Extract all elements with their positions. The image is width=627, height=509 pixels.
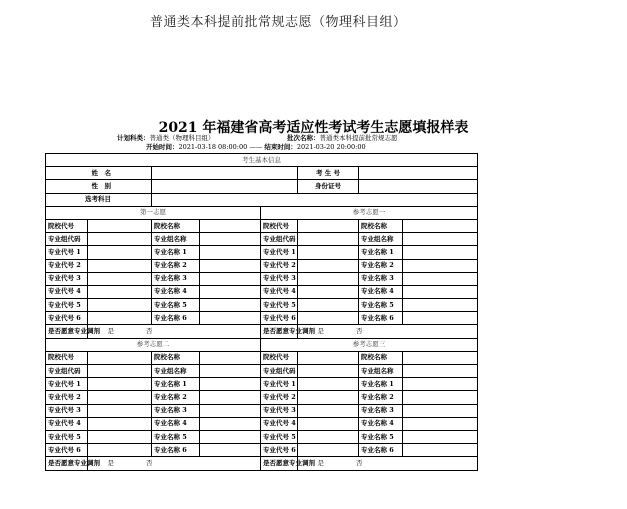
name-input-cell[interactable] [403,417,478,430]
name-label: 专业名称 3 [152,404,200,417]
adjust-no-option[interactable]: 否 [356,458,363,467]
meta-batch [287,133,398,142]
name-input-cell[interactable] [200,430,261,443]
adjust-options [300,458,380,469]
choice-row-major-2 [46,391,478,404]
name-label: 院校名称 [152,351,200,364]
code-label: 专业代号 2 [261,259,298,272]
choice-row-school-code [46,351,478,364]
code-input-cell[interactable] [88,299,152,312]
adjust-yes-option[interactable]: 是 [107,327,114,336]
code-input-cell[interactable] [88,285,152,298]
name-input-cell[interactable] [200,417,261,430]
code-label: 专业组代码 [46,233,88,246]
name-label: 专业组名称 [359,233,403,246]
gender-value-cell[interactable] [152,180,298,193]
name-input-cell[interactable] [403,285,478,298]
adjust-label: 是否愿意专业调剂 [261,325,298,338]
name-input-cell[interactable] [200,219,261,232]
name-input-cell[interactable] [403,299,478,312]
code-label: 专业代号 4 [261,285,298,298]
end-value: 2021-03-20 20:00:00 [296,143,366,151]
gender-row [46,180,478,193]
name-label: 专业名称 4 [152,285,200,298]
name-label: 专业名称 5 [152,430,200,443]
name-label: 专业名称 1 [359,246,403,259]
code-label: 专业代号 5 [261,430,298,443]
code-label: 专业代号 1 [261,246,298,259]
exam-no-value-cell[interactable] [359,167,478,180]
code-input-cell[interactable] [298,219,359,232]
adjust-label: 是否愿意专业调剂 [46,457,88,470]
choice-row-major-3 [46,272,478,285]
document-title: 2021 年福建省高考适应性考试考生志愿填报样表 [158,120,469,136]
choice-row-adjust [46,457,478,470]
code-input-cell[interactable] [88,430,152,443]
subjects-value-cell[interactable] [152,193,478,206]
adjust-no-option[interactable]: 否 [146,458,153,467]
basic-info-section-title: 考生基本信息 [46,154,478,167]
choice-row-major-5 [46,299,478,312]
code-input-cell[interactable] [88,312,152,325]
subjects-label: 选考科目 [46,193,152,206]
meta-times [146,142,366,151]
name-label: 姓 名 [46,167,152,180]
name-input-cell[interactable] [403,351,478,364]
name-label: 院校名称 [359,219,403,232]
name-label: 专业名称 6 [152,312,200,325]
code-label: 院校代号 [261,351,298,364]
name-input-cell[interactable] [200,246,261,259]
name-input-cell[interactable] [200,285,261,298]
application-form-table [45,153,478,471]
code-label: 专业代号 2 [46,259,88,272]
name-input-cell[interactable] [403,404,478,417]
name-input-cell[interactable] [403,430,478,443]
code-input-cell[interactable] [88,219,152,232]
choice-row-major-3 [46,404,478,417]
code-label: 专业代号 2 [46,391,88,404]
code-input-cell[interactable] [88,378,152,391]
name-input-cell[interactable] [403,246,478,259]
name-label: 专业名称 6 [359,312,403,325]
name-label: 专业名称 2 [359,391,403,404]
code-input-cell[interactable] [298,351,359,364]
plan-type-value: 普通类（物理科目组） [149,134,215,142]
name-input-cell[interactable] [200,259,261,272]
name-input-cell[interactable] [403,233,478,246]
time-dash: —— [249,143,263,151]
code-label: 专业代号 2 [261,391,298,404]
name-input-cell[interactable] [403,259,478,272]
batch-value: 普通类本科提前批常规志愿 [319,134,398,142]
name-label: 专业组名称 [359,365,403,378]
name-label: 专业组名称 [152,233,200,246]
adjust-options-cell [88,325,261,338]
name-label: 专业名称 4 [152,417,200,430]
choice-row-major-2 [46,259,478,272]
choice-group-header-row [46,338,478,351]
choice-group-title: 第一志愿 [46,206,261,219]
code-label: 专业代号 4 [261,417,298,430]
start-label: 开始时间： [146,143,179,151]
name-input-cell[interactable] [403,444,478,457]
adjust-label: 是否愿意专业调剂 [261,457,298,470]
code-input-cell[interactable] [88,391,152,404]
name-label: 专业名称 1 [359,378,403,391]
adjust-options [90,326,170,337]
name-input-cell[interactable] [200,391,261,404]
code-label: 专业代号 1 [46,246,88,259]
adjust-options-cell [298,457,478,470]
code-label: 专业代号 3 [46,272,88,285]
name-input-cell[interactable] [403,272,478,285]
choice-row-major-6 [46,444,478,457]
name-label: 院校名称 [152,219,200,232]
code-label: 专业代号 6 [261,444,298,457]
adjust-options [90,458,170,469]
code-input-cell[interactable] [88,417,152,430]
choice-row-major-5 [46,430,478,443]
name-label: 院校名称 [359,351,403,364]
code-input-cell[interactable] [298,378,359,391]
code-label: 专业代号 4 [46,417,88,430]
choice-group-header-row [46,206,478,219]
exam-no-label: 考 生 号 [298,167,359,180]
choice-row-major-4 [46,417,478,430]
name-input-cell[interactable] [403,365,478,378]
adjust-options [300,326,380,337]
code-input-cell[interactable] [298,312,359,325]
name-input-cell[interactable] [200,404,261,417]
code-label: 专业代号 6 [46,444,88,457]
name-input-cell[interactable] [403,378,478,391]
code-input-cell[interactable] [298,246,359,259]
name-input-cell[interactable] [200,365,261,378]
code-input-cell[interactable] [298,285,359,298]
code-label: 专业代号 3 [261,404,298,417]
code-input-cell[interactable] [298,430,359,443]
name-label: 专业名称 2 [152,391,200,404]
code-input-cell[interactable] [88,233,152,246]
name-label: 专业名称 5 [359,430,403,443]
name-label: 专业名称 4 [359,417,403,430]
code-input-cell[interactable] [88,404,152,417]
code-input-cell[interactable] [298,365,359,378]
page-heading: 普通类本科提前批常规志愿（物理科目组） [150,15,407,30]
code-label: 专业代号 6 [46,312,88,325]
choice-row-major-1 [46,378,478,391]
start-value: 2021-03-18 08:00:00 [178,143,248,151]
code-input-cell[interactable] [88,365,152,378]
choice-row-group-code [46,365,478,378]
name-label: 专业名称 4 [359,285,403,298]
choice-row-adjust [46,325,478,338]
choice-row-school-code [46,219,478,232]
name-label: 专业名称 1 [152,378,200,391]
name-label: 专业名称 5 [152,299,200,312]
name-label: 专业名称 6 [359,444,403,457]
code-label: 专业代号 1 [261,378,298,391]
choice-row-major-1 [46,246,478,259]
gender-label: 性 别 [46,180,152,193]
code-input-cell[interactable] [88,444,152,457]
name-label: 专业名称 2 [152,259,200,272]
code-input-cell[interactable] [298,259,359,272]
name-input-cell[interactable] [403,219,478,232]
code-input-cell[interactable] [298,272,359,285]
adjust-options-cell [298,325,478,338]
name-label: 专业名称 2 [359,259,403,272]
subjects-row [46,193,478,206]
plan-type-label: 计划科类： [117,134,150,142]
name-label: 专业名称 3 [152,272,200,285]
code-input-cell[interactable] [298,233,359,246]
choice-row-major-4 [46,285,478,298]
code-input-cell[interactable] [298,444,359,457]
end-label: 结束时间： [264,143,297,151]
choice-row-major-6 [46,312,478,325]
code-label: 专业代号 4 [46,285,88,298]
code-label: 专业代号 5 [46,430,88,443]
choice-group-title: 参考志愿三 [261,338,478,351]
adjust-label: 是否愿意专业调剂 [46,325,88,338]
name-input-cell[interactable] [200,299,261,312]
meta-plan-type [117,133,215,142]
id-number-label: 身份证号 [298,180,359,193]
adjust-no-option[interactable]: 否 [356,327,363,336]
adjust-yes-option[interactable]: 是 [317,327,324,336]
code-input-cell[interactable] [88,351,152,364]
name-input-cell[interactable] [403,391,478,404]
adjust-yes-option[interactable]: 是 [107,458,114,467]
code-input-cell[interactable] [298,404,359,417]
code-label: 院校代号 [261,219,298,232]
code-label: 专业组代码 [261,233,298,246]
code-label: 专业代号 3 [261,272,298,285]
code-label: 专业组代码 [261,365,298,378]
name-label: 专业名称 3 [359,272,403,285]
code-input-cell[interactable] [88,259,152,272]
name-input-cell[interactable] [200,351,261,364]
code-input-cell[interactable] [88,246,152,259]
name-label: 专业名称 5 [359,299,403,312]
name-label: 专业名称 3 [359,404,403,417]
code-input-cell[interactable] [298,417,359,430]
name-input-cell[interactable] [200,312,261,325]
name-value-cell[interactable] [152,167,298,180]
code-label: 院校代号 [46,351,88,364]
code-label: 专业组代码 [46,365,88,378]
code-input-cell[interactable] [298,299,359,312]
choice-row-group-code [46,233,478,246]
batch-label: 批次名称： [287,134,320,142]
adjust-options-cell [88,457,261,470]
name-input-cell[interactable] [403,312,478,325]
name-input-cell[interactable] [200,233,261,246]
choice-group-title: 参考志愿一 [261,206,478,219]
code-input-cell[interactable] [88,272,152,285]
code-label: 专业代号 5 [46,299,88,312]
basic-info-header-row [46,154,478,167]
form-body [46,154,478,471]
id-number-value-cell[interactable] [359,180,478,193]
name-label: 专业名称 6 [152,444,200,457]
name-input-cell[interactable] [200,378,261,391]
code-label: 院校代号 [46,219,88,232]
name-row [46,167,478,180]
name-label: 专业组名称 [152,365,200,378]
name-input-cell[interactable] [200,444,261,457]
name-label: 专业名称 1 [152,246,200,259]
code-label: 专业代号 5 [261,299,298,312]
code-input-cell[interactable] [298,391,359,404]
code-label: 专业代号 6 [261,312,298,325]
choice-group-title: 参考志愿二 [46,338,261,351]
code-label: 专业代号 3 [46,404,88,417]
adjust-yes-option[interactable]: 是 [317,458,324,467]
code-label: 专业代号 1 [46,378,88,391]
adjust-no-option[interactable]: 否 [146,327,153,336]
name-input-cell[interactable] [200,272,261,285]
